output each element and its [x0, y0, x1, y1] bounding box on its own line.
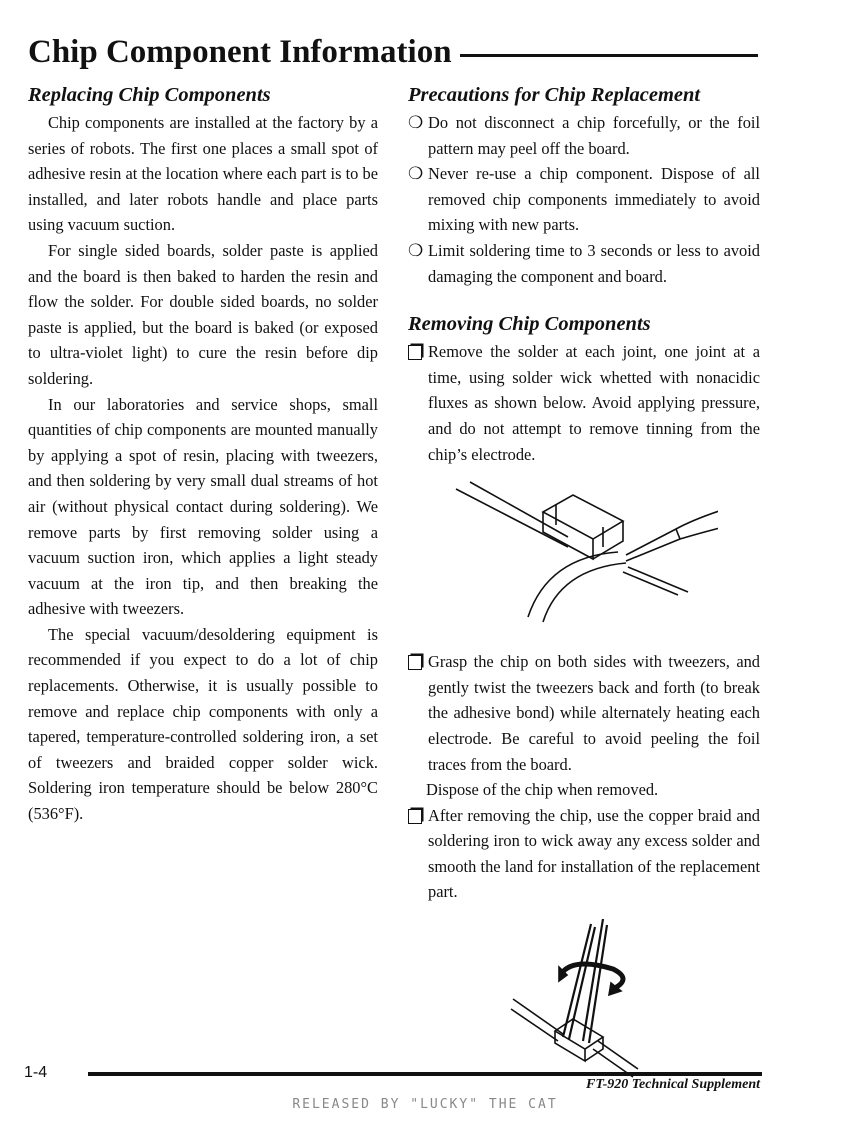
tweezers-twist-illustration: [503, 919, 643, 1079]
paragraph: Chip components are installed at the factory by a series of robots. The first one places a small spot of adhesive resin at the location where each part is to be installed, and later robots handle and place parts using vacuum suction.: [28, 113, 378, 235]
release-watermark: RELEASED BY "LUCKY" THE CAT: [292, 1097, 558, 1112]
removal-step: Grasp the chip on both sides with tweezers, and gently twist the tweezers back and forth (to break the adhesive bond) while alternately heating each electrode. Be careful to avoid peeling the foil traces from the board.: [408, 649, 760, 777]
circle-bullet-icon: ❍: [408, 164, 424, 184]
paragraph: The special vacuum/desoldering equipment is recommended if you expect to do a lot of chip replacements. Otherwise, it is usually possible to remove and replace chip components with only a tapered, temperature-controlled soldering iron, a set of tweezers and braided copper solder wick. Soldering iron temperature should be below 280°C (536°F).: [28, 624, 378, 824]
checkbox-bullet-icon: [408, 655, 422, 670]
checkbox-bullet-icon: [408, 809, 422, 824]
footer-rule: [88, 1072, 762, 1076]
title-row: [28, 34, 758, 71]
removal-step: Remove the solder at each joint, one joint at a time, using solder wick whetted with nonacidic fluxes as shown below. Avoid applying pressure, and do not attempt to remove tinning from the chip’s electrode.: [408, 339, 760, 467]
section-heading-replacing: Replacing Chip Components: [28, 84, 271, 106]
precaution-item: ❍ Limit soldering time to 3 seconds or less to avoid damaging the component and board.: [408, 238, 760, 289]
precaution-item: ❍ Do not disconnect a chip forcefully, or the foil pattern may peel off the board.: [408, 110, 760, 161]
removal-step: After removing the chip, use the copper braid and soldering iron to wick away any excess solder and smooth the land for installation of the replacement part.: [408, 803, 760, 905]
circle-bullet-icon: ❍: [408, 240, 424, 260]
section-heading-removing: Removing Chip Components: [408, 313, 651, 336]
left-column: [28, 82, 378, 827]
right-column: [408, 82, 760, 1079]
step-note: Dispose of the chip when removed.: [426, 780, 659, 800]
precaution-item: ❍ Never re-use a chip component. Dispose of all removed chip components immediately to avoid mixing with new parts.: [408, 161, 760, 238]
paragraph: In our laboratories and service shops, small quantities of chip components are mounted manually by applying a spot of resin, placing with tweezers, and then soldering by very small dual streams of hot air (without physical contact during soldering). We remove parts by first removing solder using a vacuum suction iron, which applies a light steady vacuum at the iron tip, and then breaking the adhesive with tweezers.: [28, 394, 378, 619]
document-title: FT-920 Technical Supplement: [586, 1077, 760, 1092]
paragraph: For single sided boards, solder paste is applied and the board is then baked to harden the resin and flow the solder. For double sided boards, no solder paste is applied, but the board is baked (or exposed to ultra-violet light) to cure the resin before dip soldering.: [28, 240, 378, 388]
desoldering-with-wick-illustration: [448, 477, 718, 627]
checkbox-bullet-icon: [408, 345, 422, 360]
circle-bullet-icon: ❍: [408, 113, 424, 132]
title-rule: [460, 54, 758, 57]
section-heading-precautions: Precautions for Chip Replacement: [408, 84, 701, 106]
page-title: Chip Component Information: [28, 34, 452, 70]
page-number: 1-4: [24, 1064, 48, 1081]
